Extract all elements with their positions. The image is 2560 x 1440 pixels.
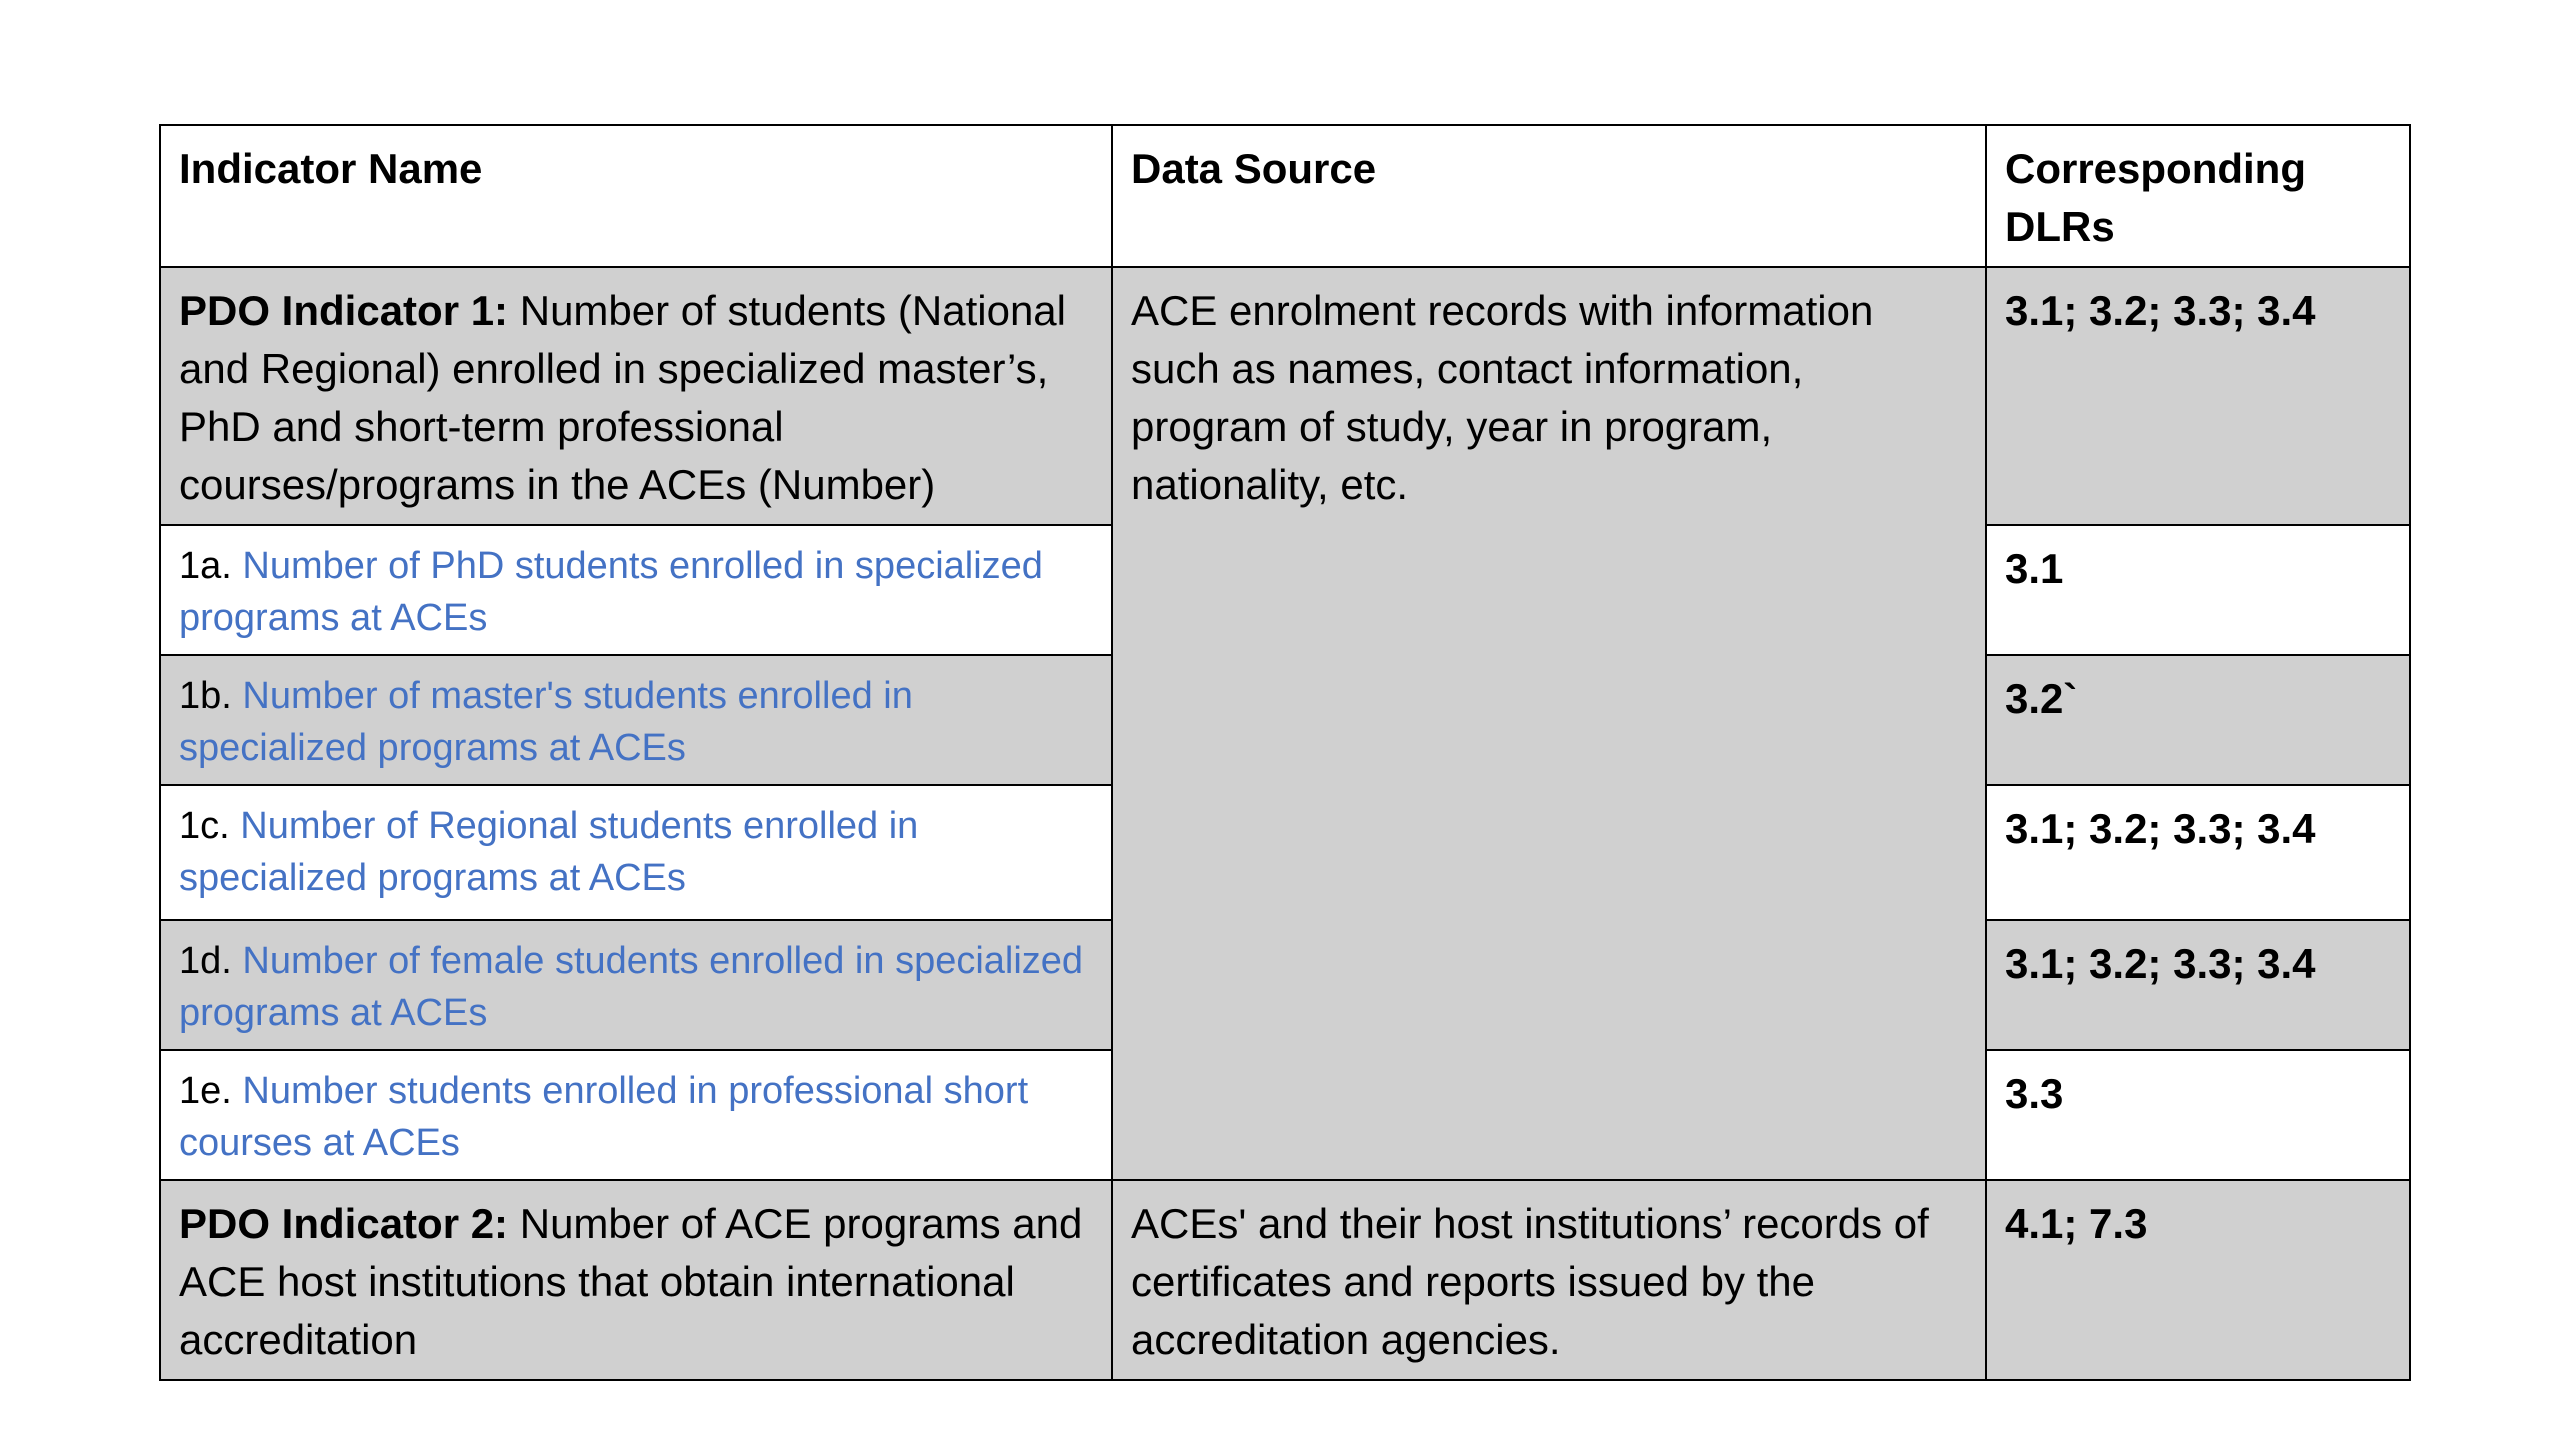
pdo-indicator-1-label: PDO Indicator 1: — [179, 287, 509, 334]
header-data-source: Data Source — [1112, 125, 1986, 267]
subindicator-1c-name — [160, 785, 1112, 920]
subindicator-code: 1c. — [179, 805, 241, 847]
pdo-indicator-1-text: Number of students (National and Regional) enrolled in specialized master’s, PhD and short-term professional courses/programs in the ACEs (Number) — [179, 287, 1066, 508]
pdo-indicator-2-label: PDO Indicator 2: — [179, 1200, 509, 1247]
pdo-indicator-2-data-source: ACEs' and their host institutions’ records of certificates and reports issued by the accreditation agencies. — [1112, 1180, 1986, 1380]
subindicator-code: 1a. — [179, 545, 243, 587]
subindicator-link[interactable]: Number of master's students enrolled in specialized programs at ACEs — [179, 675, 913, 769]
subindicator-1e-name — [160, 1050, 1112, 1180]
pdo-indicator-1-data-source: ACE enrolment records with information such as names, contact information, program of study, year in program, nationality, etc. — [1112, 267, 1986, 1180]
subindicator-1d-dlrs: 3.1; 3.2; 3.3; 3.4 — [1986, 920, 2410, 1050]
header-indicator-name: Indicator Name — [160, 125, 1112, 267]
pdo-indicator-2-dlrs: 4.1; 7.3 — [1986, 1180, 2410, 1380]
header-corresponding-dlrs: Corresponding DLRs — [1986, 125, 2410, 267]
subindicator-link[interactable]: Number of female students enrolled in specialized programs at ACEs — [179, 940, 1084, 1034]
pdo-indicator-2-name — [160, 1180, 1112, 1380]
pdo-indicator-2-row — [160, 1180, 2410, 1380]
subindicator-link[interactable]: Number students enrolled in professional short courses at ACEs — [179, 1070, 1029, 1164]
subindicator-1c-dlrs: 3.1; 3.2; 3.3; 3.4 — [1986, 785, 2410, 920]
pdo-indicator-1-dlrs: 3.1; 3.2; 3.3; 3.4 — [1986, 267, 2410, 525]
subindicator-1b-name — [160, 655, 1112, 785]
subindicator-1a-name — [160, 525, 1112, 655]
subindicator-code: 1b. — [179, 675, 243, 717]
subindicator-code: 1e. — [179, 1070, 243, 1112]
header-row — [160, 125, 2410, 267]
subindicator-link[interactable]: Number of PhD students enrolled in specialized programs at ACEs — [179, 545, 1043, 639]
pdo-indicator-1-name — [160, 267, 1112, 525]
subindicator-1b-dlrs: 3.2` — [1986, 655, 2410, 785]
subindicator-1a-dlrs: 3.1 — [1986, 525, 2410, 655]
subindicator-1e-dlrs: 3.3 — [1986, 1050, 2410, 1180]
pdo-indicator-1-row — [160, 267, 2410, 525]
subindicator-code: 1d. — [179, 940, 243, 982]
subindicator-link[interactable]: Number of Regional students enrolled in specialized programs at ACEs — [179, 805, 919, 899]
pdo-indicator-2-text: Number of ACE programs and ACE host institutions that obtain international accreditation — [179, 1200, 1083, 1363]
indicator-table — [159, 124, 2411, 1381]
subindicator-1d-name — [160, 920, 1112, 1050]
